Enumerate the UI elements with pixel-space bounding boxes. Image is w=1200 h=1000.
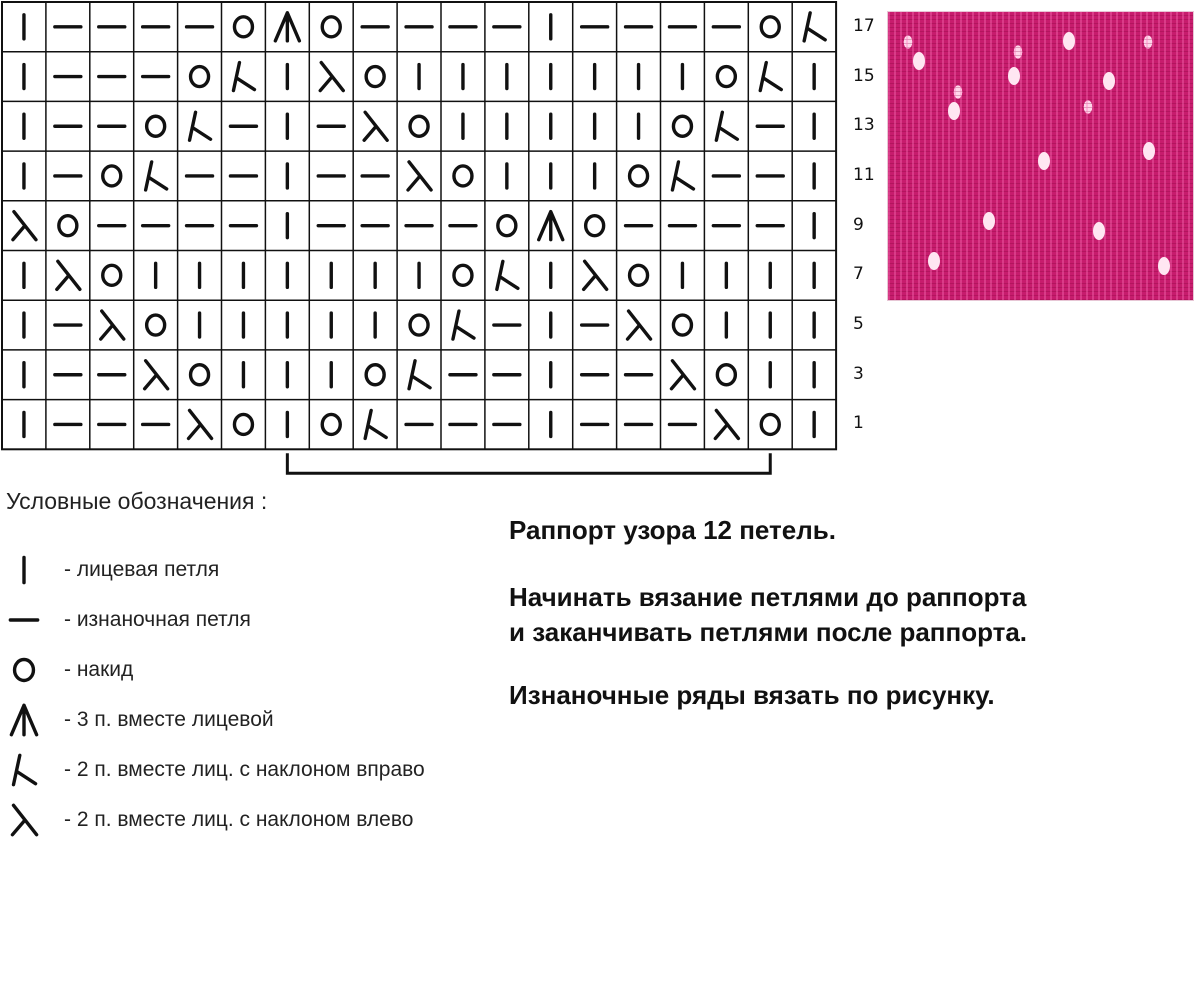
legend-item-label: - 2 п. вместе лиц. с наклоном вправо: [64, 758, 425, 781]
repeat-note: Раппорт узора 12 петель.: [509, 515, 836, 545]
k2tog-left-icon: [2, 800, 46, 840]
legend-item: [0, 800, 520, 840]
repeat-bracket: [287, 453, 770, 473]
k2tog-right-icon: [2, 750, 46, 790]
legend-item: [0, 600, 520, 640]
legend-item: [0, 650, 520, 690]
row-number: 9: [853, 214, 864, 235]
knitting-chart: [0, 0, 850, 480]
yarn-over-icon: [2, 650, 46, 690]
legend-item-label: - изнаночная петля: [64, 608, 251, 631]
legend-item: [0, 750, 520, 790]
row-number: 7: [853, 264, 864, 285]
start-note-line1: Начинать вязание петлями до раппорта: [509, 582, 1027, 612]
k3tog-icon: [2, 700, 46, 740]
legend-item-label: - 3 п. вместе лицевой: [64, 708, 274, 731]
row-number: 17: [853, 15, 875, 36]
row-number: 1: [853, 413, 864, 434]
legend-item-label: - лицевая петля: [64, 558, 220, 581]
legend-title: Условные обозначения :: [6, 488, 268, 514]
legend-item-label: - 2 п. вместе лиц. с наклоном влево: [64, 808, 414, 831]
row-number: 15: [853, 65, 875, 86]
knit-stitch-icon: [2, 550, 46, 590]
row-number: 11: [853, 164, 875, 185]
row-number: 3: [853, 363, 864, 384]
knitted-sample-photo: [888, 12, 1193, 300]
legend-item-label: - накид: [64, 658, 134, 681]
row-number: 13: [853, 115, 875, 136]
row-number: 5: [853, 314, 864, 335]
purl-rows-note: Изнаночные ряды вязать по рисунку.: [509, 680, 995, 710]
legend-item: [0, 700, 520, 740]
start-note-line2: и заканчивать петлями после раппорта.: [509, 617, 1028, 647]
purl-stitch-icon: [2, 600, 46, 640]
legend-item: [0, 550, 520, 590]
